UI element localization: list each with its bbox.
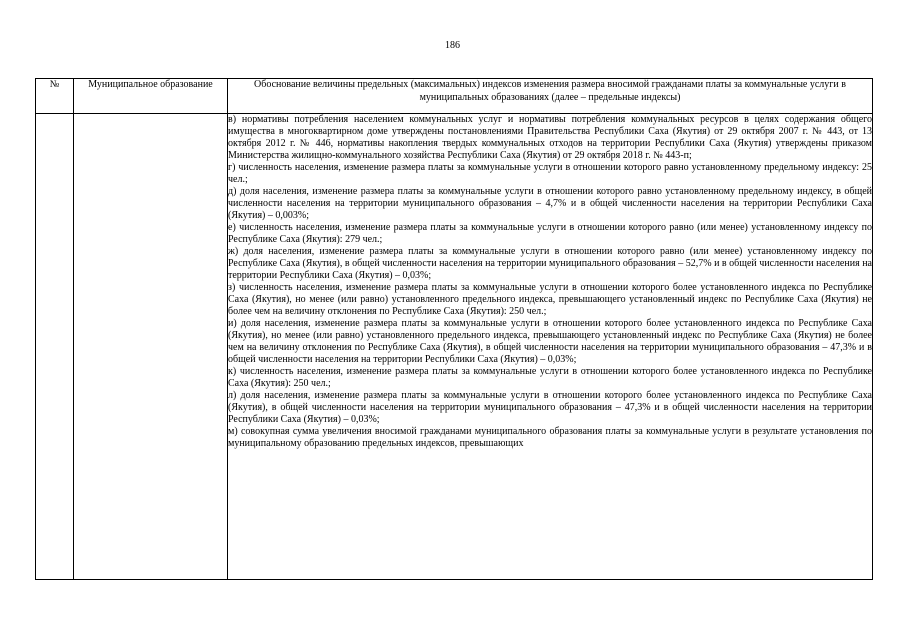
table-header-row: [36, 79, 873, 114]
paragraph-d: д) доля населения, изменение размера платы за коммунальные услуги в отношении которого равно установленному предельному индексу, в общей численности населения на территории муниципального образования – 4,7% и в общей численности населения на территории Республики Саха (Якутия) – 0,003%;: [228, 186, 872, 221]
cell-number: [36, 114, 74, 580]
paragraph-k: к) численность населения, изменение размера платы за коммунальные услуги в отношении которого более установленного индекса по Республике Саха (Якутия): 250 чел.;: [228, 366, 872, 389]
paragraph-i: и) доля населения, изменение размера платы за коммунальные услуги в отношении которого более установленного индекса по Республике Саха (Якутия), но менее (или равно) установленного предельного индекса, превышающего установленный индекс по Республике Саха (Якутия) не более чем на величину отклонения по Республике Саха (Якутия), в общей численности населения на территории муниципального образования – 47,3% и в общей численности населения на территории Республики Саха (Якутия) – 0,03%;: [228, 318, 872, 365]
paragraph-zh: ж) доля населения, изменение размера платы за коммунальные услуги в отношении которого равно (или менее) установленному индексу по Республике Саха (Якутия), в общей численности населения на территории муниципального образования – 52,7% и в общей численности населения на территории Республики Саха (Якутия) – 0,03%;: [228, 246, 872, 281]
page-number: 186: [445, 40, 460, 51]
paragraph-z: з) численность населения, изменение размера платы за коммунальные услуги в отношении которого более установленного индекса по Республике Саха (Якутия), но менее (или равно) установленного предельного индекса, превышающего установленный индекс по Республике Саха (Якутия) не более чем на величину отклонения по Республике Саха (Якутия): 250 чел.;: [228, 282, 872, 317]
cell-justification: [228, 114, 873, 580]
paragraph-v: в) нормативы потребления населением коммунальных услуг и нормативы потребления коммунальных ресурсов в целях содержания общего имущества в многоквартирном доме утверждены постановлениями Правительства Республики Саха (Якутия) от 29 октября 2007 г. № 443, от 13 октября 2012 г. № 446, нормативы накопления твердых коммунальных отходов на территории Республики Саха (Якутия) утверждены приказом Министерства жилищно-коммунального хозяйства Республики Саха (Якутия) от 29 октября 2018 г. № 443-п;: [228, 114, 872, 161]
paragraph-e: е) численность населения, изменение размера платы за коммунальные услуги в отношении которого равно (или менее) установленному индексу по Республике Саха (Якутия): 279 чел.;: [228, 222, 872, 245]
paragraph-m: м) совокупная сумма увеличения вносимой гражданами муниципального образования платы за коммунальные услуги в результате установления по муниципальному образованию предельных индексов, превышающих: [228, 426, 872, 449]
paragraph-l: л) доля населения, изменение размера платы за коммунальные услуги в отношении которого более установленного индекса по Республике Саха (Якутия), в общей численности населения на территории муниципального образования – 47,3% и в общей численности населения на территории Республики Саха (Якутия) – 0,03%;: [228, 390, 872, 425]
justification-table: [35, 78, 873, 580]
header-municipality: Муниципальное образование: [74, 79, 228, 114]
table-row: [36, 114, 873, 580]
header-justification: Обоснование величины предельных (максимальных) индексов изменения размера вносимой гражданами платы за коммунальные услуги в муниципальных образованиях (далее – предельные индексы): [228, 79, 873, 114]
header-number: №: [36, 79, 74, 114]
paragraph-g: г) численность населения, изменение размера платы за коммунальные услуги в отношении которого равно установленному предельному индексу: 25 чел.;: [228, 162, 872, 185]
cell-municipality: [74, 114, 228, 580]
